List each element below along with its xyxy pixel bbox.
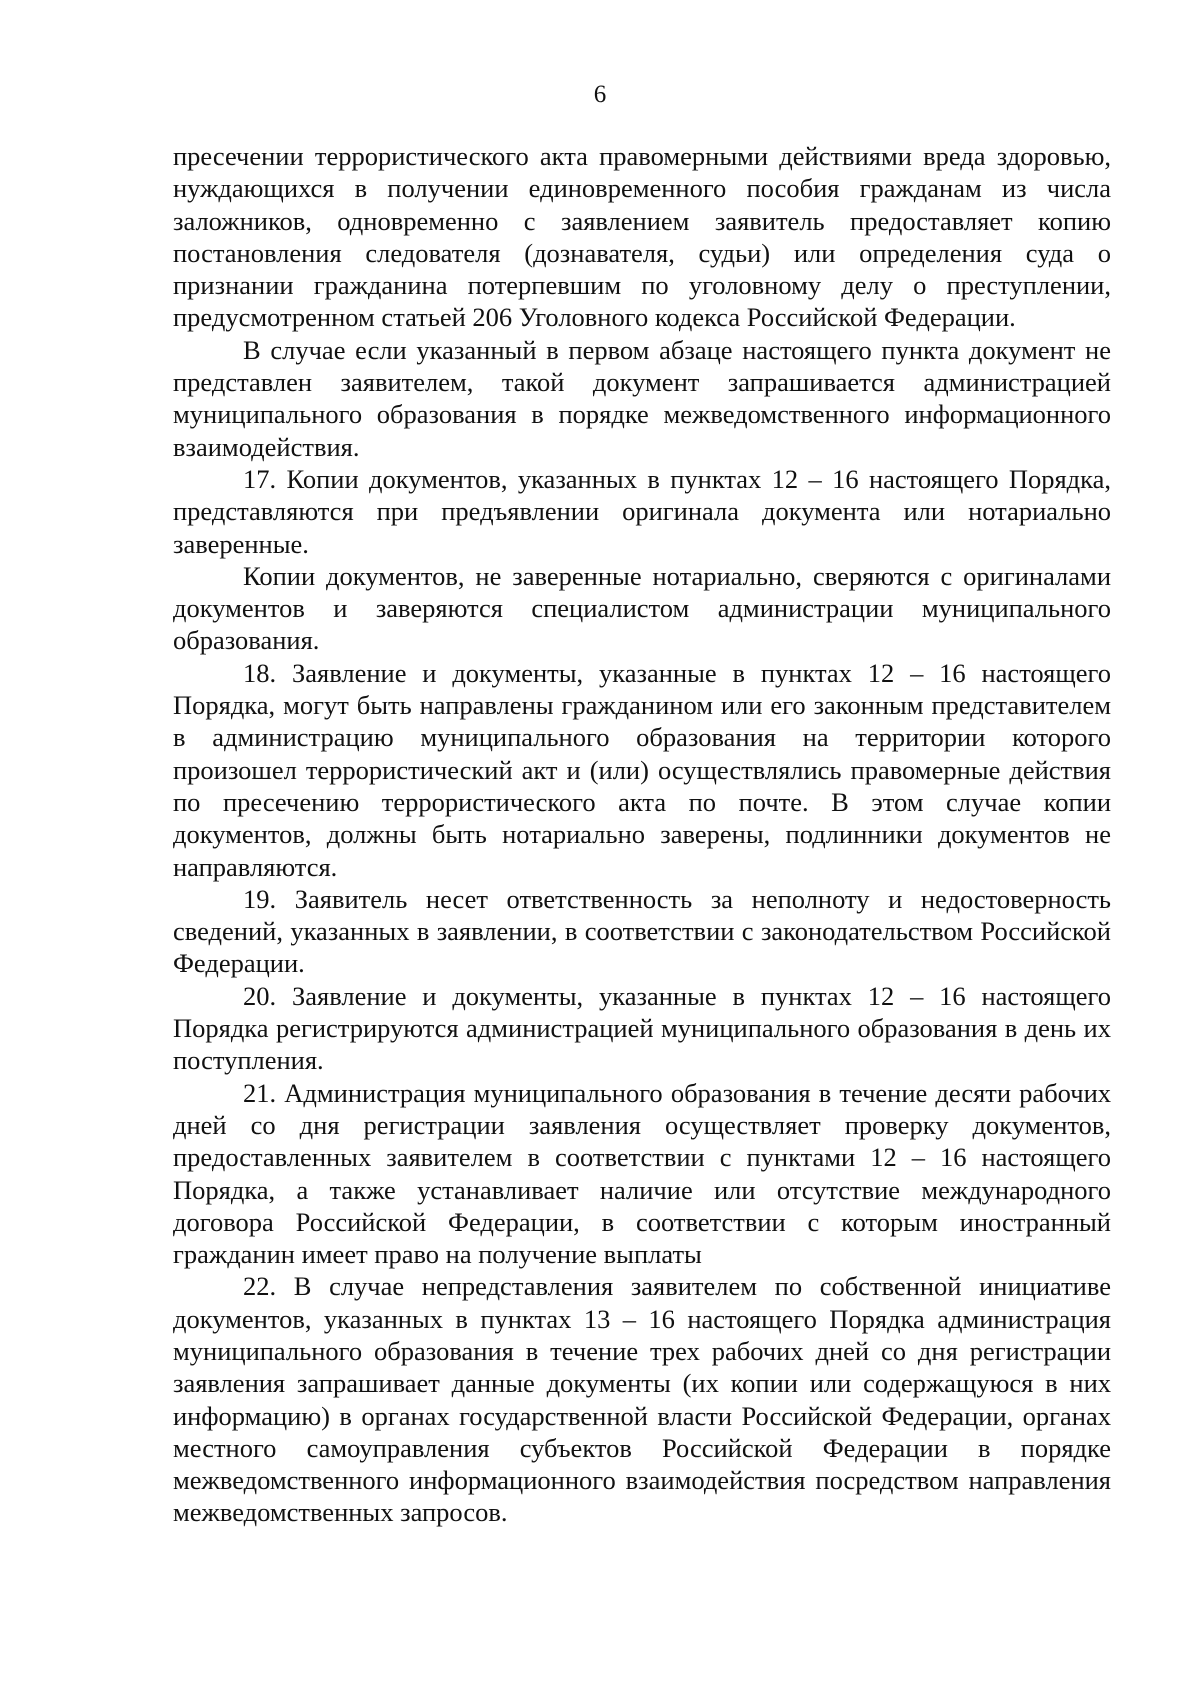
paragraph-item-20: 20. Заявление и документы, указанные в пунктах 12 – 16 настоящего Порядка регистрируются администрацией муниципального образования в день их поступления. [173, 980, 1111, 1076]
paragraph-item-18: 18. Заявление и документы, указанные в пунктах 12 – 16 настоящего Порядка, могут быть направлены гражданином или его законным представителем в администрацию муниципального образования на территории которого произошел террористический акт и (или) осуществлялись правомерные действия по пресечению террористического акта по почте. В этом случае копии документов, должны быть нотариально заверены, подлинники документов не направляются. [173, 657, 1111, 882]
paragraph-continuation: пресечении террористического акта правомерными действиями вреда здоровью, нуждающихся в получении единовременного пособия гражданам из числа заложников, одновременно с заявлением заявитель предоставляет копию постановления следователя (дознавателя, судьи) или определения суда о признании гражданина потерпевшим по уголовному делу о преступлении, предусмотренном статьей 206 Уголовного кодекса Российской Федерации. [173, 141, 1111, 333]
paragraph-copies-verification: Копии документов, не заверенные нотариально, сверяются с оригиналами документов и заверяются специалистом администрации муниципального образования. [173, 560, 1111, 656]
paragraph-item-21: 21. Администрация муниципального образования в течение десяти рабочих дней со дня регистрации заявления осуществляет проверку документов, предоставленных заявителем в соответствии с пунктами 12 – 16 настоящего Порядка, а также устанавливает наличие или отсутствие международного договора Российской Федерации, в соответствии с которым иностранный гражданин имеет право на получение выплаты [173, 1077, 1111, 1270]
paragraph-document-request: В случае если указанный в первом абзаце настоящего пункта документ не представлен заявителем, такой документ запрашивается администрацией муниципального образования в порядке межведомственного информационного взаимодействия. [173, 334, 1111, 462]
paragraph-item-19: 19. Заявитель несет ответственность за неполноту и недостоверность сведений, указанных в заявлении, в соответствии с законодательством Российской Федерации. [173, 883, 1111, 979]
document-body [173, 140, 1111, 1529]
page-number: 6 [593, 81, 607, 108]
paragraph-item-22: 22. В случае непредставления заявителем по собственной инициативе документов, указанных в пунктах 13 – 16 настоящего Порядка администрация муниципального образования в течение трех рабочих дней со дня регистрации заявления запрашивает данные документы (их копии или содержащуюся в них информацию) в органах государственной власти Российской Федерации, органах местного самоуправления субъектов Российской Федерации в порядке межведомственного информационного взаимодействия посредством направления межведомственных запросов. [173, 1271, 1111, 1528]
paragraph-item-17: 17. Копии документов, указанных в пунктах 12 – 16 настоящего Порядка, представляются при предъявлении оригинала документа или нотариально заверенные. [173, 463, 1111, 559]
